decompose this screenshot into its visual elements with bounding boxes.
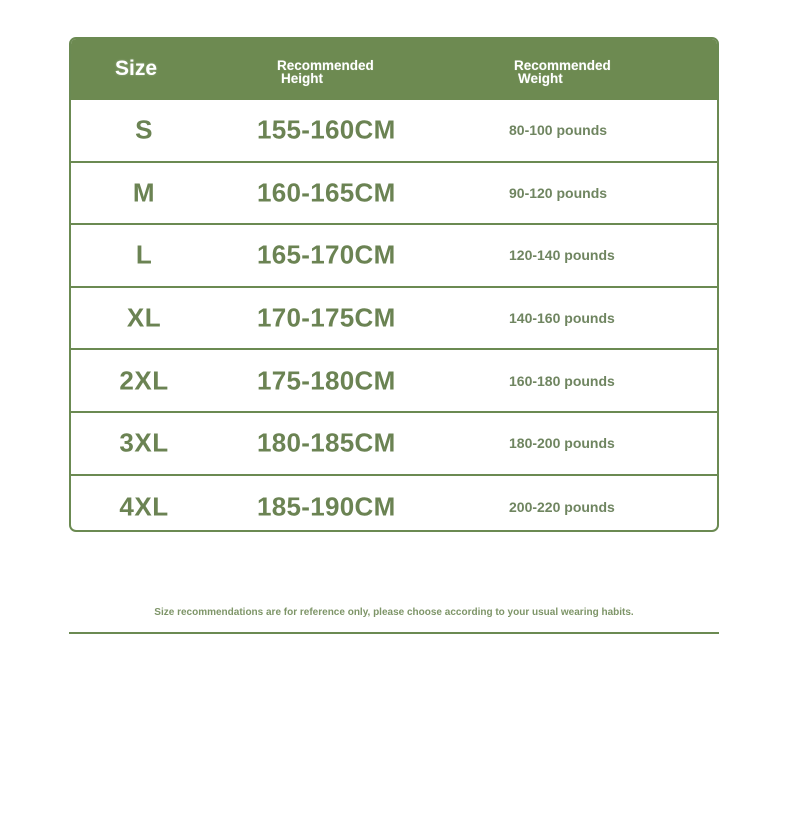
size-disclaimer-note: Size recommendations are for reference only, please choose according to your usual wearing habits. <box>154 607 634 618</box>
weight-cell: 160-180 pounds <box>509 372 615 389</box>
height-cell: 175-180CM <box>257 365 396 396</box>
table-body <box>71 100 717 532</box>
header-height-line2: Height <box>281 71 323 86</box>
table-row: 4XL 185-190CM 200-220 pounds <box>119 491 615 522</box>
header-size: Size <box>115 57 158 80</box>
size-chart-table <box>69 37 719 532</box>
height-cell: 180-185CM <box>257 427 396 458</box>
weight-cell: 80-100 pounds <box>509 122 608 139</box>
header-height-line1: Recommended <box>277 58 374 73</box>
table-row: 2XL 175-180CM 160-180 pounds <box>71 350 717 413</box>
header-recommended-height <box>277 59 407 85</box>
weight-cell: 140-160 pounds <box>509 310 615 327</box>
header-recommended-weight <box>514 59 644 85</box>
weight-cell: 90-120 pounds <box>509 184 608 201</box>
divider-line <box>69 632 719 634</box>
height-cell: 165-170CM <box>257 239 396 270</box>
table-row: S 155-160CM 80-100 pounds <box>71 100 717 163</box>
height-cell: 155-160CM <box>257 114 396 145</box>
header-weight-line2: Weight <box>518 71 563 86</box>
table-header <box>71 39 717 100</box>
header-weight-line1: Recommended <box>514 58 611 73</box>
table-row: M 160-165CM 90-120 pounds <box>71 163 717 226</box>
weight-cell: 120-140 pounds <box>509 247 615 264</box>
table-row: L 165-170CM 120-140 pounds <box>71 225 717 288</box>
height-cell: 170-175CM <box>257 302 396 333</box>
table-row: 3XL 180-185CM 180-200 pounds <box>71 413 717 476</box>
height-cell: 160-165CM <box>257 177 396 208</box>
weight-cell: 180-200 pounds <box>509 435 615 452</box>
height-cell: 185-190CM <box>257 491 396 522</box>
weight-cell: 200-220 pounds <box>509 498 615 515</box>
table-row: XL 170-175CM 140-160 pounds <box>71 288 717 351</box>
